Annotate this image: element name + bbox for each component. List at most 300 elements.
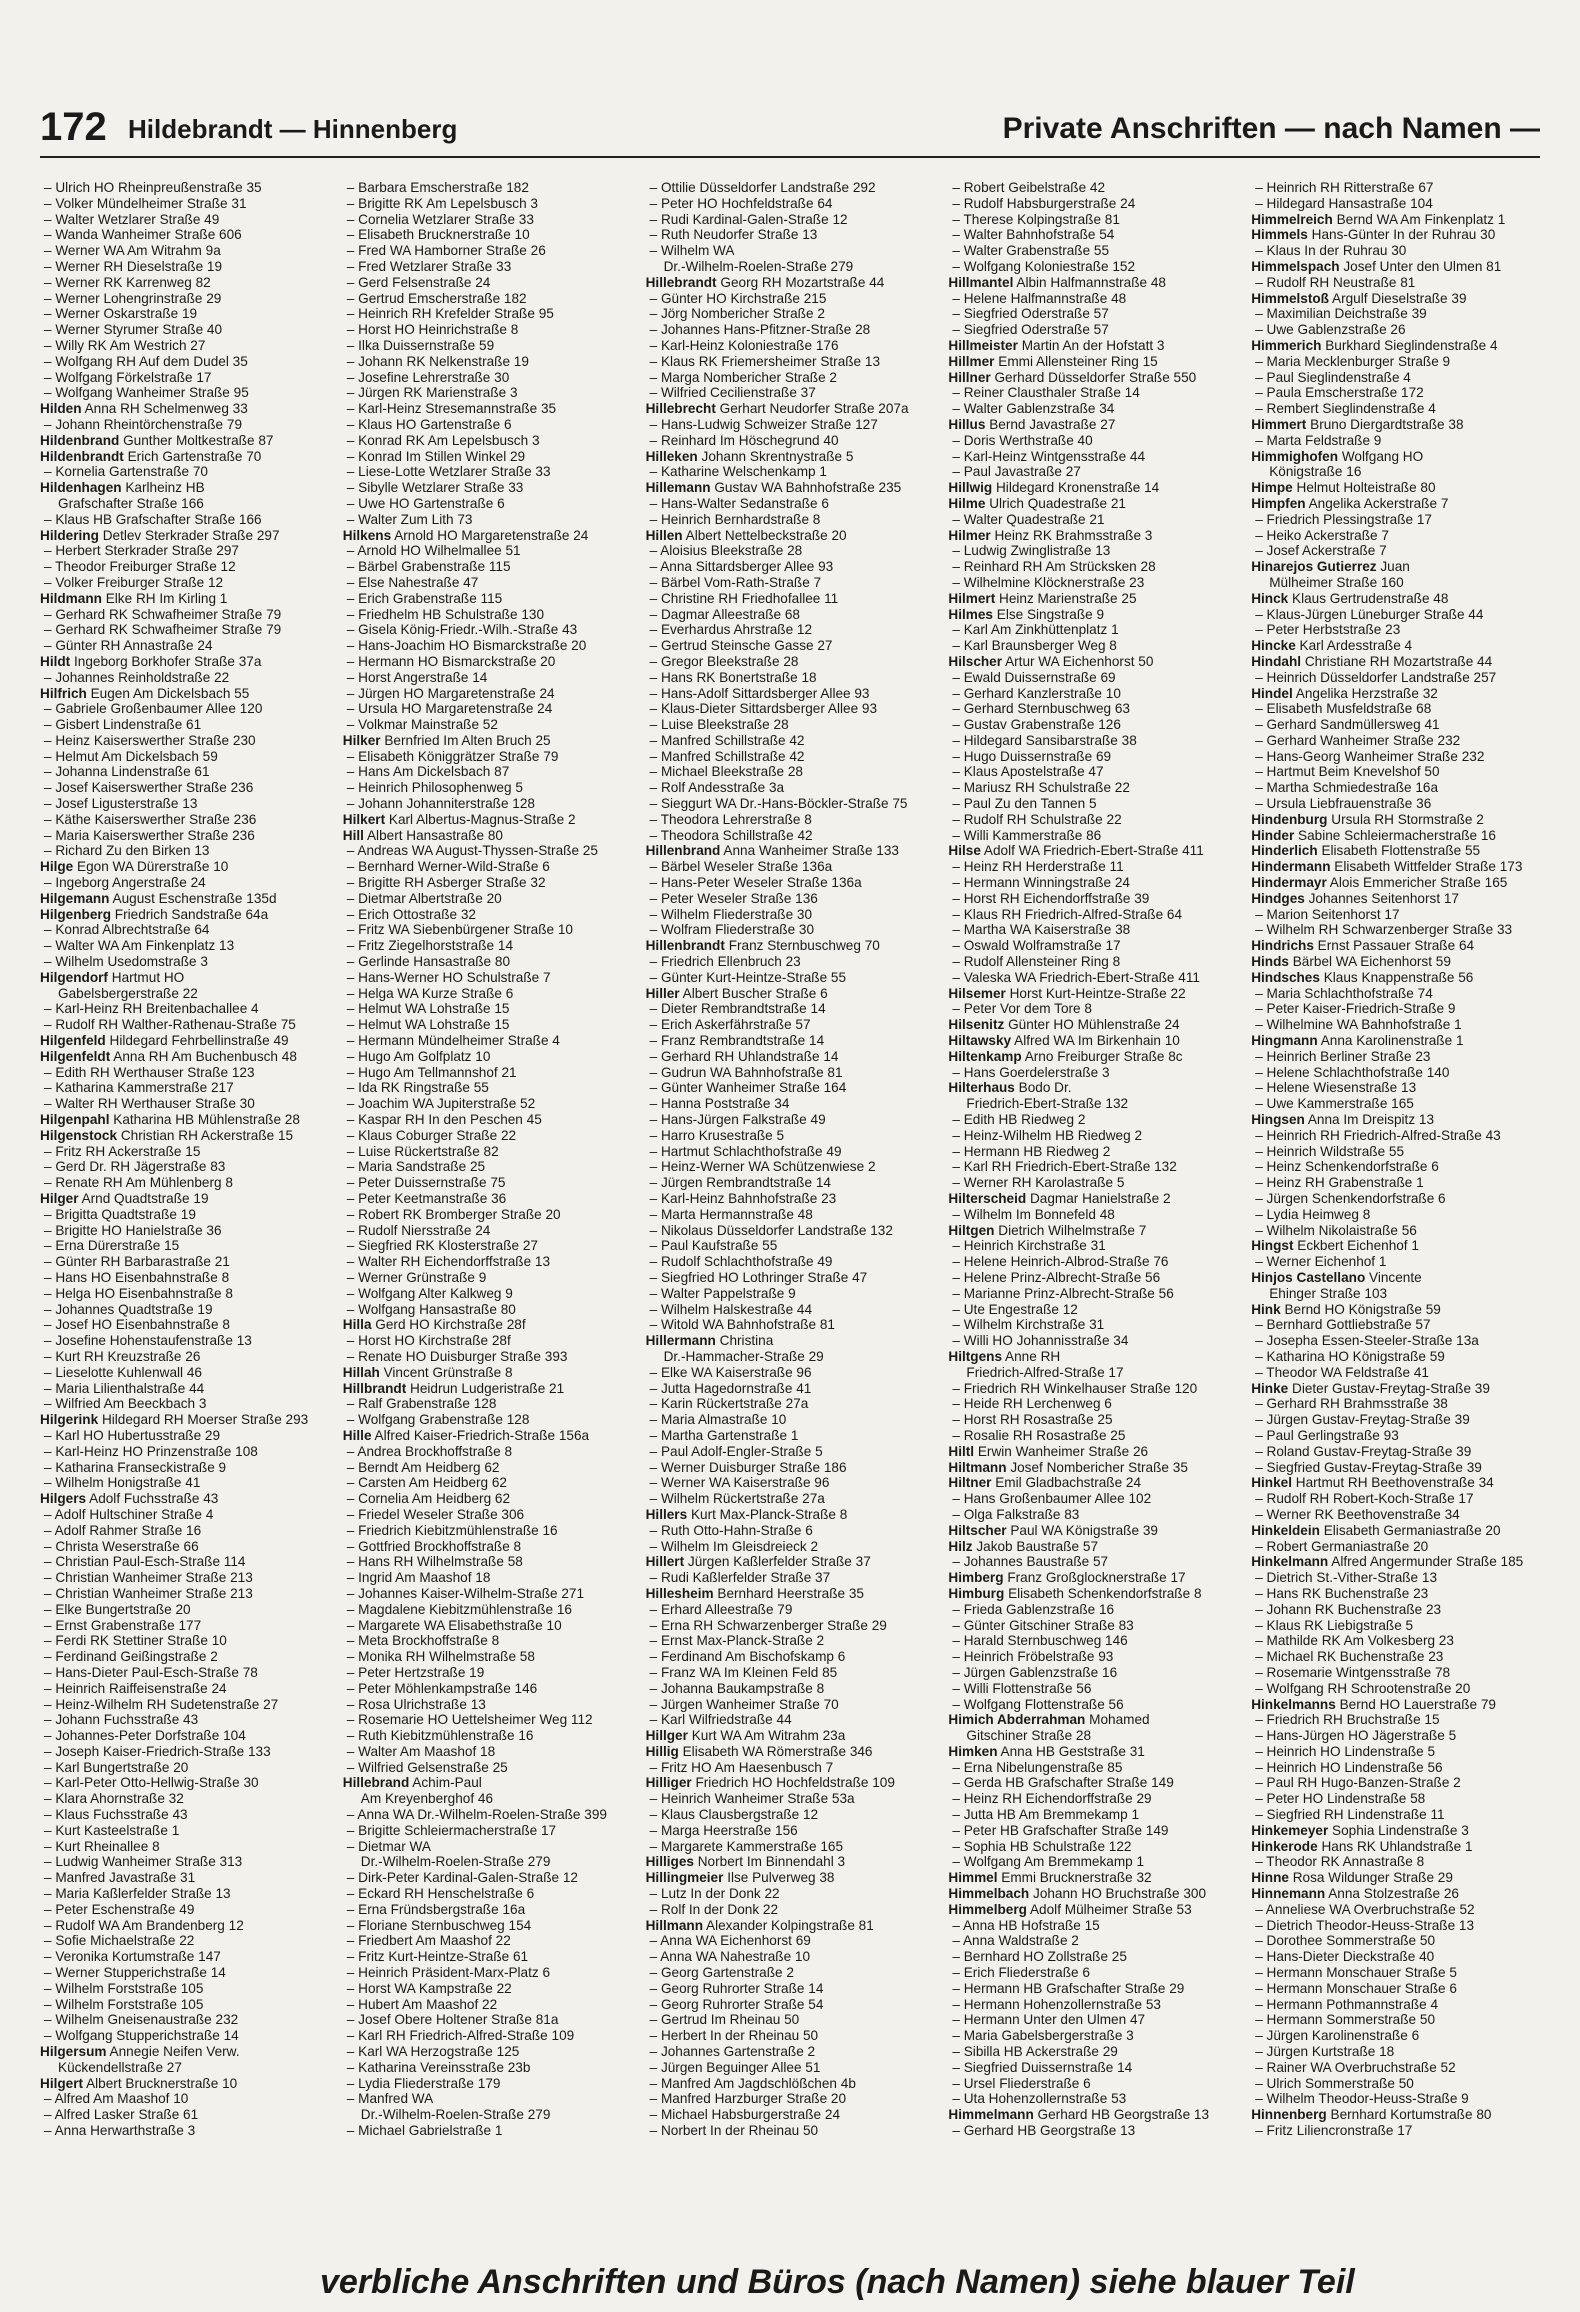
entry-detail: Heinz RH Grabenstraße 1 (1266, 1175, 1424, 1191)
sub-entry: – Karl RH Friedrich-Alfred-Straße 109 (346, 2028, 575, 2044)
entry-detail: Johannes Hans-Pfitzner-Straße 28 (660, 322, 871, 338)
entry-detail: Luise Bleekstraße 28 (660, 717, 789, 733)
entry-detail: Hans Am Dickelsbach 87 (358, 764, 510, 780)
surname-entry (343, 733, 632, 749)
sub-entry: – Karl Am Zinkhüttenplatz 1 (952, 622, 1119, 638)
sub-entry: – Klaus RH Friedrich-Alfred-Straße 64 (952, 906, 1183, 922)
sub-entry: – Jürgen HO Margaretenstraße 24 (346, 685, 555, 701)
entry-detail: Ferdinand Geißingstraße 2 (55, 1649, 218, 1665)
entry-detail: Oswald Wolframstraße 17 (963, 938, 1121, 954)
entry-detail: Bernd HO Königstraße 59 (1284, 1301, 1441, 1317)
sub-entry: – Anna Sittardsberger Allee 93 (649, 559, 834, 575)
sub-entry: – Alfred Lasker Straße 61 (44, 2107, 199, 2123)
sub-entry: – Ilka Duissernstraße 59 (346, 337, 495, 353)
surname-entry (40, 2044, 329, 2060)
entry-detail: Klaus Apostelstraße 47 (963, 764, 1104, 780)
surname-entry (40, 1491, 329, 1507)
sub-entry: – Karin Rückertstraße 27a (649, 1396, 809, 1412)
entry-detail: Karl RH Friedrich-Alfred-Straße 109 (358, 2028, 575, 2044)
sub-entry: – Wilhelm Usedomstraße 3 (44, 954, 208, 970)
entry-detail: Karl Am Zinkhüttenplatz 1 (963, 622, 1119, 638)
surname: Hinke (1251, 1380, 1289, 1396)
entry-detail: Anna WA Dr.-Wilhelm-Roelen-Straße 399 (357, 1807, 607, 1823)
entry-detail: Paul Sieglindenstraße 4 (1266, 369, 1411, 385)
entry-detail: Klaus Gertrudenstraße 48 (1292, 590, 1449, 606)
entry-detail: Mohamed (1089, 1712, 1150, 1728)
entry-detail: Friedel Weseler Straße 306 (358, 1506, 525, 1522)
surname: Hillmeister (948, 337, 1018, 353)
sub-entry: – Elisabeth Königgrätzer Straße 79 (346, 748, 559, 764)
sub-entry: – Wilhelm Theodor-Heuss-Straße 9 (1255, 2091, 1469, 2107)
entry-detail: Alexander Kolpingstraße 81 (706, 1917, 874, 1933)
sub-entry: – Dagmar Alleestraße 68 (649, 606, 800, 622)
sub-entry: – Rosa Ulrichstraße 13 (346, 1696, 486, 1712)
sub-entry: – Karl-Heinz Bahnhofstraße 23 (649, 1191, 837, 1206)
entry-detail: Lydia Fliederstraße 179 (358, 2075, 501, 2091)
entry-detail: Siegfried Oderstraße 57 (963, 322, 1109, 338)
footer-note: verbliche Anschriften und Büros (nach Namen) siehe blauer Teil (320, 2263, 1355, 2301)
entry-detail: Günter RH Barbarastraße 21 (55, 1254, 230, 1270)
entry-detail: Johannes Baustraße 57 (963, 1554, 1109, 1570)
surname: Hillwig (948, 480, 993, 496)
entry-detail: Klaus-Dieter Sittardsberger Allee 93 (660, 701, 878, 717)
surname: Hilme (948, 495, 986, 511)
entry-detail: Angelika Herzstraße 32 (1295, 685, 1438, 701)
entry-detail: Heinz Marienstraße 25 (999, 590, 1137, 606)
surname-entry (646, 275, 935, 291)
entry-detail: Erna Fründsbergstraße 16a (358, 1901, 526, 1917)
surname: Hinnemann (1251, 1886, 1326, 1902)
sub-entry: – Gerhard Wanheimer Straße 232 (1255, 732, 1461, 748)
sub-entry: – Rudolf Allensteiner Ring 8 (952, 954, 1121, 970)
surname-entry (1251, 970, 1540, 986)
surname-entry (948, 1223, 1237, 1239)
column-4 (948, 180, 1237, 2220)
sub-entry: – Peter Weseler Straße 136 (649, 890, 818, 906)
surname: Hillen (645, 527, 683, 543)
entry-detail: Bodo Dr. (1018, 1080, 1072, 1096)
sub-entry: – Günter HO Kirchstraße 215 (649, 290, 827, 306)
surname-entry (1251, 859, 1540, 875)
sub-entry: – Gerhard RK Schwafheimer Straße 79 (44, 606, 282, 622)
sub-entry: – Kaspar RH In den Peschen 45 (346, 1112, 542, 1128)
entry-detail: Gerhard RK Schwafheimer Straße 79 (55, 606, 282, 622)
entry-detail: Ferdinand Am Bischofskamp 6 (660, 1649, 846, 1665)
surname-entry (646, 1870, 935, 1886)
sub-entry: – Dietmar WA (346, 1838, 431, 1854)
entry-detail: Anna Waldstraße 2 (962, 1933, 1079, 1949)
entry-detail: Josef Obere Holtener Straße 81a (358, 2012, 559, 2028)
surname-entry (40, 686, 329, 702)
entry-detail: Heinz-Werner WA Schützenwiese 2 (660, 1159, 876, 1175)
surname-entry (646, 1744, 935, 1760)
sub-entry: – Wilhelm Honigstraße 41 (44, 1475, 201, 1491)
page-number: 172 (40, 105, 107, 149)
entry-detail: Friedrich RH Bruchstraße 15 (1266, 1712, 1440, 1728)
sub-entry: – Klaus In der Ruhrau 30 (1255, 243, 1407, 259)
sub-entry: – Karl Bungertstraße 20 (44, 1759, 189, 1775)
entry-detail: Else Singstraße 9 (996, 606, 1105, 622)
sub-entry: – Maria Lilienthalstraße 44 (44, 1380, 205, 1396)
sub-entry: – Wilhelm Nikolaistraße 56 (1255, 1222, 1417, 1238)
entry-detail: Georg Gartenstraße 2 (660, 1965, 794, 1981)
sub-entry: – Margarete Kammerstraße 165 (649, 1838, 844, 1854)
entry-detail: Hermann Pothmannstraße 4 (1266, 1996, 1439, 2012)
sub-entry: – Norbert In der Rheinau 50 (649, 2123, 819, 2139)
entry-detail: Klaus HB Grafschafter Straße 166 (55, 511, 262, 527)
sub-entry: – Walter Zum Lith 73 (346, 511, 473, 527)
entry-detail: Adolf Rahmer Straße 16 (54, 1522, 202, 1538)
sub-entry: – Gertrud Im Rheinau 50 (649, 2012, 800, 2028)
sub-entry: – Fritz HO Am Haesenbusch 7 (649, 1759, 834, 1775)
entry-detail: Wilhelm Usedomstraße 3 (55, 954, 208, 970)
entry-detail: Erich Fliederstraße 6 (963, 1965, 1090, 1981)
surname: Hillesheim (645, 1585, 714, 1601)
sub-entry: – Georg Ruhrorter Straße 54 (649, 1996, 824, 2012)
sub-entry: – Wolfgang Förkelstraße 17 (44, 369, 212, 385)
entry-detail: Werner WA Am Witrahm 9a (55, 243, 221, 259)
sub-entry: – Karl-Heinz HO Prinzenstraße 108 (44, 1443, 258, 1459)
sub-entry: – Horst WA Kampstraße 22 (346, 1980, 512, 1996)
surname: Hilgenfeldt (40, 1048, 111, 1064)
surname-entry (948, 986, 1237, 1002)
sub-entry: – Klaus Apostelstraße 47 (952, 764, 1104, 780)
column-2 (343, 180, 632, 2220)
entry-detail: Anne RH (1005, 1348, 1061, 1364)
entry-detail: Anna WA Nahestraße 10 (660, 1949, 811, 1965)
surname: Himmelberg (948, 1901, 1027, 1917)
entry-detail: Wilhelm Im Gleisdreieck 2 (660, 1538, 819, 1554)
surname: Hinkelmann (1251, 1554, 1329, 1570)
surname-entry (948, 1191, 1237, 1207)
column-5 (1251, 180, 1540, 2220)
entry-detail: Hans Großenbaumer Allee 102 (963, 1491, 1152, 1507)
surname-entry (1251, 1270, 1540, 1286)
sub-entry: – Wolfgang Stupperichstraße 14 (44, 2028, 239, 2044)
entry-detail: Franz Sternbuschweg 70 (728, 938, 880, 954)
surname-entry (40, 1112, 329, 1128)
entry-detail: Peter Möhlenkampstraße 146 (358, 1680, 538, 1696)
entry-detail: Hans-Dieter Dieckstraße 40 (1266, 1949, 1435, 1965)
surname-entry (40, 1128, 329, 1144)
sub-entry: – Hartmut Beim Knevelshof 50 (1255, 764, 1440, 780)
sub-entry: – Joachim WA Jupiterstraße 52 (346, 1096, 536, 1112)
sub-entry: – Walter RH Werthauser Straße 30 (44, 1096, 255, 1112)
surname-entry (343, 1317, 632, 1333)
sub-entry: – Uta Hohenzollernstraße 53 (952, 2091, 1127, 2107)
entry-detail: Albert Brucknerstraße 10 (86, 2075, 238, 2091)
sub-entry: – Günter Wanheimer Straße 164 (649, 1080, 847, 1096)
sub-entry: – Werner Styrumer Straße 40 (44, 322, 223, 338)
sub-entry: – Manfred Javastraße 31 (44, 1870, 196, 1886)
surname: Hinder (1251, 827, 1295, 843)
sub-entry: – Klaus RK Friemersheimer Straße 13 (649, 353, 881, 369)
entry-detail: Josefine Hohenstaufenstraße 13 (55, 1333, 252, 1349)
entry-detail: Hans-Günter In der Ruhrau 30 (1311, 227, 1496, 243)
entry-detail: Gerhard Sandmüllersweg 41 (1266, 717, 1440, 733)
sub-entry: – Friedhelm HB Schulstraße 130 (346, 606, 544, 622)
sub-entry: – Christian Wanheimer Straße 213 (44, 1570, 253, 1586)
entry-detail: Josef Unter den Ulmen 81 (1343, 258, 1502, 274)
entry-detail: Josepha Essen-Steeler-Straße 13a (1266, 1333, 1479, 1349)
entry-detail: Johannes-Peter Dorfstraße 104 (55, 1728, 246, 1744)
sub-entry: – Paul Javastraße 27 (952, 464, 1081, 480)
entry-detail: Sibilla HB Ackerstraße 29 (963, 2044, 1118, 2060)
sub-entry: – Günter RH Annastraße 24 (44, 638, 213, 654)
entry-detail: Rudolf Schlachthofstraße 49 (660, 1254, 833, 1270)
sub-entry: – Hans RH Wilhelmstraße 58 (346, 1554, 523, 1570)
sub-entry: – Elisabeth Musfeldstraße 68 (1255, 701, 1432, 717)
sub-entry: – Wilhelm Kirchstraße 31 (952, 1317, 1105, 1333)
surname-entry (1251, 875, 1540, 891)
column-3 (646, 180, 935, 2220)
surname-entry (1251, 417, 1540, 433)
sub-entry: – Werner Oskarstraße 19 (44, 306, 198, 322)
entry-detail: Ingrid Am Maashof 18 (358, 1570, 491, 1586)
sub-entry: – Hans Goerdelerstraße 3 (952, 1064, 1110, 1080)
sub-entry: – Wilhelm Rückertstraße 27a (649, 1491, 825, 1507)
surname-entry (40, 480, 329, 496)
entry-detail: Michael Bleekstraße 28 (660, 764, 803, 780)
sub-entry: – Friedrich RH Bruchstraße 15 (1255, 1712, 1440, 1728)
sub-entry: – Erich Grabenstraße 115 (346, 590, 503, 606)
surname-entry (646, 1507, 935, 1523)
entry-detail: Edith HB Riedweg 2 (963, 1112, 1086, 1128)
surname-entry (646, 1333, 935, 1349)
sub-entry: – Erna Fründsbergstraße 16a (346, 1901, 526, 1917)
entry-detail: Peter Eschenstraße 49 (55, 1901, 195, 1917)
sub-entry: – Siegfried Duissernstraße 14 (952, 2059, 1133, 2075)
entry-detail: Maria Lilienthalstraße 44 (55, 1380, 205, 1396)
sub-entry: – Rudolf RH Neustraße 81 (1255, 274, 1416, 290)
surname-entry (40, 1049, 329, 1065)
sub-entry: – Heide RH Lerchenweg 6 (952, 1396, 1112, 1412)
entry-detail: Paul Javastraße 27 (963, 464, 1081, 480)
header-rule (40, 156, 1540, 158)
entry-detail: Anna Herwarthstraße 3 (54, 2123, 196, 2139)
entry-detail: Bernd HO Lauerstraße 79 (1339, 1696, 1496, 1712)
entry-detail: Theodor WA Feldstraße 41 (1266, 1364, 1429, 1380)
surname: Hindges (1251, 890, 1305, 906)
surname: Himmelreich (1251, 211, 1333, 227)
entry-detail: Paula Emscherstraße 172 (1266, 385, 1424, 401)
surname-entry (40, 2076, 329, 2092)
entry-detail: Werner Duisburger Straße 186 (660, 1459, 847, 1475)
sub-entry: – Johann RK Nelkenstraße 19 (346, 353, 529, 369)
entry-detail: Theodora Schillstraße 42 (660, 827, 813, 843)
surname-entry (1251, 1839, 1540, 1855)
entry-detail: Gerd Felsenstraße 24 (358, 274, 491, 290)
entry-detail: Marta Feldstraße 9 (1266, 432, 1382, 448)
surname-entry (948, 1444, 1237, 1460)
sub-entry: – Hermann HB Grafschafter Straße 29 (952, 1980, 1185, 1996)
entry-detail: Christa Weserstraße 66 (55, 1538, 199, 1554)
entry-detail: Herbert Sterkrader Straße 297 (55, 543, 239, 559)
sub-entry: – Paul Adolf-Engler-Straße 5 (649, 1443, 823, 1459)
entry-continuation: Dr.-Wilhelm-Roelen-Straße 279 (360, 2107, 551, 2123)
sub-entry: – Paul Zu den Tannen 5 (952, 796, 1097, 812)
entry-detail: Wolfgang Grabenstraße 128 (358, 1412, 530, 1428)
entry-detail: Rudolf RH Robert-Koch-Straße 17 (1266, 1491, 1474, 1507)
entry-detail: Jürgen Schenkendorfstraße 6 (1266, 1191, 1446, 1206)
sub-entry: – Robert Germaniastraße 20 (1255, 1538, 1429, 1554)
entry-detail: Günter Kurt-Heintze-Straße 55 (660, 969, 847, 985)
entry-detail: Manfred WA (358, 2091, 434, 2107)
entry-detail: Hermann Sommerstraße 50 (1266, 2012, 1435, 2028)
sub-entry: – Horst HO Heinrichstraße 8 (346, 322, 519, 338)
sub-entry: – Wilfried Cecilienstraße 37 (649, 385, 816, 401)
entry-detail: Helene Prinz-Albrecht-Straße 56 (963, 1269, 1161, 1285)
entry-detail: Robert Geibelstraße 42 (963, 180, 1106, 195)
entry-detail: Werner Stupperichstraße 14 (55, 1965, 226, 1981)
sub-entry: – Konrad RK Am Lepelsbusch 3 (346, 432, 540, 448)
entry-detail: Hermann Winningstraße 24 (963, 875, 1130, 891)
surname-entry (1251, 1381, 1540, 1397)
entry-detail: Rudi Kaßlerfelder Straße 37 (660, 1570, 831, 1586)
surname: Hinkel (1251, 1475, 1292, 1491)
sub-entry: – Jutta HB Am Bremmekamp 1 (952, 1807, 1139, 1823)
sub-entry: – Heinz RH Eichendorffstraße 29 (952, 1791, 1152, 1807)
sub-entry: – Fritz WA Siebenbürgener Straße 10 (346, 922, 573, 938)
entry-detail: Rosemarie Wintgensstraße 78 (1266, 1664, 1451, 1680)
sub-entry: – Theodora Schillstraße 42 (649, 827, 813, 843)
surname-entry (40, 1412, 329, 1428)
sub-entry: – Sibilla HB Ackerstraße 29 (952, 2044, 1118, 2060)
sub-entry: – Josepha Essen-Steeler-Straße 13a (1255, 1333, 1479, 1349)
entry-detail: Gerhard HB Georgstraße 13 (963, 2123, 1136, 2139)
sub-entry: – Fritz Ziegelhorststraße 14 (346, 938, 514, 954)
entry-detail: Sibylle Wetzlarer Straße 33 (358, 480, 524, 496)
sub-entry: – Peter Keetmanstraße 36 (346, 1191, 507, 1206)
sub-entry: – Rudi Kaßlerfelder Straße 37 (649, 1570, 831, 1586)
surname: Hindsches (1251, 969, 1320, 985)
entry-detail: Peter Keetmanstraße 36 (358, 1191, 507, 1206)
sub-entry: – Ursel Fliederstraße 6 (952, 2075, 1091, 2091)
entry-detail: Frieda Gablenzstraße 16 (963, 1601, 1115, 1617)
entry-detail: Hildegard Sansibarstraße 38 (963, 732, 1137, 748)
sub-entry: – Brigitte Schleiermacherstraße 17 (346, 1822, 557, 1838)
entry-detail: Volker Mündelheimer Straße 31 (55, 195, 247, 211)
entry-detail: Andreas WA August-Thyssen-Straße 25 (357, 843, 598, 859)
entry-detail: Wolfgang Hansastraße 80 (358, 1301, 516, 1317)
sub-entry: – Georg Gartenstraße 2 (649, 1965, 794, 1981)
entry-detail: Dorothee Sommerstraße 50 (1266, 1933, 1436, 1949)
entry-detail: Adolf Fuchsstraße 43 (89, 1491, 219, 1507)
surname-entry (1251, 449, 1540, 465)
surname: Hillemann (645, 480, 711, 496)
sub-entry: – Olga Falkstraße 83 (952, 1506, 1080, 1522)
entry-detail: Doris Werthstraße 40 (963, 432, 1093, 448)
surname: Hilgemann (40, 890, 110, 906)
surname-entry (1251, 1302, 1540, 1318)
sub-entry: – Peter Kaiser-Friedrich-Straße 9 (1255, 1001, 1456, 1017)
sub-entry: – Peter Vor dem Tore 8 (952, 1001, 1092, 1017)
entry-detail: Johann RK Nelkenstraße 19 (358, 353, 529, 369)
entry-detail: Bernhard Gottliebstraße 57 (1266, 1317, 1431, 1333)
sub-entry: – Ferdi RK Stettiner Straße 10 (44, 1633, 227, 1649)
surname: Hilmert (948, 590, 996, 606)
sub-entry: – Gerhard RH Brahmsstraße 38 (1255, 1396, 1448, 1412)
entry-detail: Renate RH Am Mühlenberg 8 (55, 1175, 233, 1191)
sub-entry: – Wilhelm Im Bonnefeld 48 (952, 1206, 1115, 1222)
sub-entry: – Werner RK Beethovenstraße 34 (1255, 1506, 1460, 1522)
entry-detail: Wilhelmine WA Bahnhofstraße 1 (1266, 1017, 1462, 1033)
sub-entry: – Klaus RK Liebigstraße 5 (1255, 1617, 1414, 1633)
sub-entry: – Johann RK Buchenstraße 23 (1255, 1601, 1442, 1617)
entry-detail: Hermann HO Bismarckstraße 20 (358, 653, 556, 669)
sub-entry: – Sophia HB Schulstraße 122 (952, 1838, 1132, 1854)
sub-entry: – Wolfgang Alter Kalkweg 9 (346, 1285, 513, 1301)
sub-entry: – Rudi Kardinal-Galen-Straße 12 (649, 211, 848, 227)
entry-detail: Gisbert Lindenstraße 61 (55, 717, 202, 733)
entry-detail: Bernhard Werner-Wild-Straße 6 (358, 859, 550, 875)
entry-detail: Gunther Moltkestraße 87 (123, 432, 274, 448)
sub-entry: – Ruth Otto-Hahn-Straße 6 (649, 1522, 813, 1538)
sub-entry: – Konrad Im Stillen Winkel 29 (346, 448, 526, 464)
surname: Hiltscher (948, 1522, 1007, 1538)
sub-entry: – Adolf Hultschiner Straße 4 (44, 1506, 214, 1522)
entry-detail: Gertrud Steinsche Gasse 27 (660, 638, 833, 654)
sub-entry: – Hermann Pothmannstraße 4 (1255, 1996, 1439, 2012)
entry-detail: Georg RH Mozartstraße 44 (720, 274, 885, 290)
sub-entry: – Maria Gabelsbergerstraße 3 (952, 2028, 1134, 2044)
entry-detail: Fritz Ziegelhorststraße 14 (358, 938, 514, 954)
sub-entry: – Fritz Kurt-Heintze-Straße 61 (346, 1949, 529, 1965)
sub-entry: – Christine RH Friedhofallee 11 (649, 590, 839, 606)
surname: Himmelbach (948, 1886, 1030, 1902)
entry-detail: Klaus In der Ruhrau 30 (1266, 243, 1407, 259)
surname: Hildenbrand (40, 432, 120, 448)
entry-detail: Walter RH Werthauser Straße 30 (55, 1096, 255, 1112)
sub-entry: – Berndt Am Heidberg 62 (346, 1459, 500, 1475)
entry-detail: Hildegard Kronenstraße 14 (995, 480, 1160, 496)
surname-entry (948, 354, 1237, 370)
surname: Hinarejos Gutierrez (1251, 559, 1377, 575)
sub-entry: – Hildegard Hansastraße 104 (1255, 195, 1433, 211)
entry-detail: Heinz-Wilhelm HB Riedweg 2 (963, 1127, 1143, 1143)
surname-entry (948, 1870, 1237, 1886)
sub-entry: – Manfred Schillstraße 42 (649, 748, 805, 764)
entry-detail: Albin Halfmannstraße 48 (1016, 274, 1166, 290)
sub-entry: – Christian Wanheimer Straße 213 (44, 1585, 253, 1601)
sub-entry: – Eckard RH Henschelstraße 6 (346, 1886, 535, 1902)
entry-detail: Reinhard RH Am Strücksken 28 (963, 559, 1156, 575)
surname: Hiltawsky (948, 1033, 1012, 1049)
entry-detail: Hans Goerdelerstraße 3 (963, 1064, 1110, 1080)
sub-entry: – Helmut Am Dickelsbach 59 (44, 748, 218, 764)
surname: Hillbrandt (342, 1380, 407, 1396)
entry-detail: Angelika Ackerstraße 7 (1308, 495, 1449, 511)
surname: Himpe (1251, 480, 1293, 496)
sub-entry: – Werner RH Karolastraße 5 (952, 1175, 1125, 1191)
sub-entry: – Bernhard HO Zollstraße 25 (952, 1949, 1127, 1965)
entry-detail: Jürgen Gustav-Freytag-Straße 39 (1266, 1412, 1470, 1428)
entry-detail: Heinrich Düsseldorfer Landstraße 257 (1266, 669, 1497, 685)
entry-detail: Walter Bahnhofstraße 54 (963, 227, 1115, 243)
entry-detail: Ottilie Düsseldorfer Landstraße 292 (660, 180, 876, 195)
surname-entry (948, 1017, 1237, 1033)
entry-detail: Uwe Gablenzstraße 26 (1266, 322, 1406, 338)
entry-detail: Werner RK Beethovenstraße 34 (1266, 1506, 1460, 1522)
entry-detail: Adolf WA Friedrich-Ebert-Straße 411 (983, 843, 1204, 859)
surname: Hilmer (948, 527, 991, 543)
sub-entry: – Dorothee Sommerstraße 50 (1255, 1933, 1436, 1949)
entry-detail: Meta Brockhoffstraße 8 (358, 1633, 500, 1649)
entry-detail: Erna Nibelungenstraße 85 (963, 1759, 1123, 1775)
sub-entry: – Hartmut Schlachthofstraße 49 (649, 1143, 842, 1159)
sub-entry: – Gerhard Kanzlerstraße 10 (952, 685, 1121, 701)
entry-detail: Wilhelm Forststraße 105 (55, 1996, 204, 2012)
